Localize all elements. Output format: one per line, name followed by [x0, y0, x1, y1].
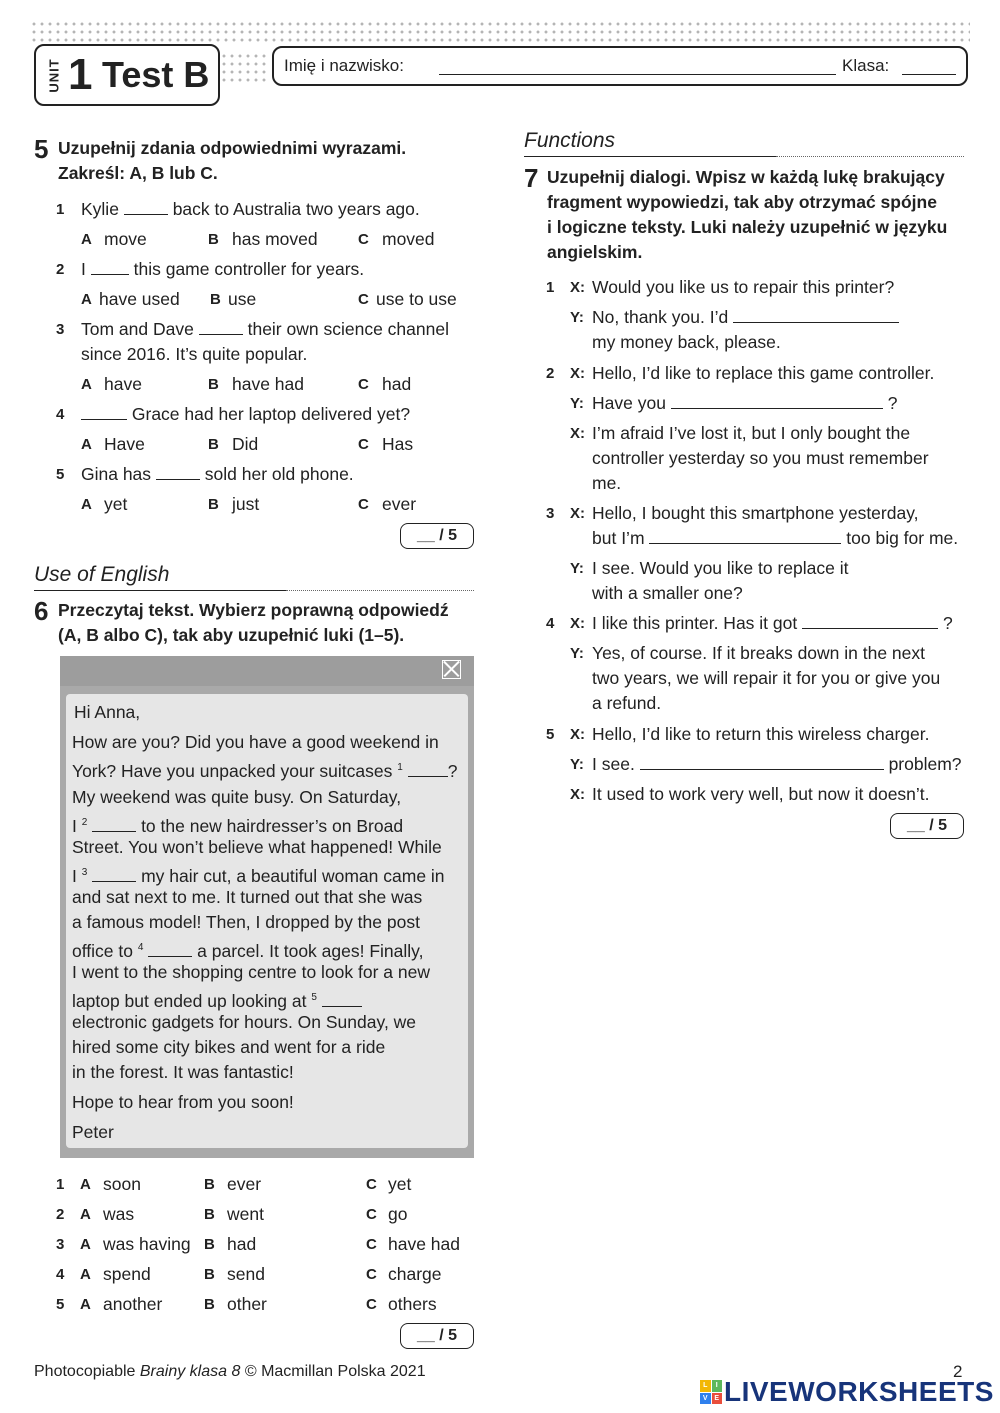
exercise-6-number: 6: [34, 596, 49, 626]
option-letter: A: [80, 1206, 91, 1223]
ex7-d2-x2-line: me.: [592, 473, 622, 493]
email-greeting: Hi Anna,: [74, 702, 141, 722]
option-letter: B: [204, 1296, 215, 1313]
ex7-d4-x-line: I like this printer. Has it got ?: [592, 613, 953, 633]
ex7-d4-gap[interactable]: [802, 614, 938, 629]
ex6-option-number: 4: [56, 1266, 65, 1283]
ex7-d1-y-line: No, thank you. I’d: [592, 305, 899, 330]
class-label: Klasa:: [842, 56, 890, 75]
ex6-3-option-c[interactable]: have had: [388, 1234, 461, 1254]
ex7-d2-x-line: Hello, I’d like to replace this game controller.: [592, 363, 935, 383]
ex5-item-5-gap[interactable]: [156, 465, 200, 480]
speaker-y: Y:: [570, 560, 584, 577]
speaker-y: Y:: [570, 395, 584, 412]
email-line: a famous model! Then, I dropped by the post: [72, 912, 420, 932]
option-letter: C: [358, 436, 369, 453]
email-line: Street. You won’t believe what happened! While: [72, 837, 442, 857]
ex5-item-4-text: Grace had her laptop delivered yet?: [81, 402, 410, 427]
test-title: Test B: [102, 54, 210, 95]
ex5-item-1-gap[interactable]: [124, 200, 168, 215]
top-dot-pattern: [30, 20, 970, 42]
ex5-item-2-text: I this game controller for years.: [81, 259, 365, 279]
ex5-item-4-gap[interactable]: [81, 405, 127, 420]
ex7-d4-y-line: a refund.: [592, 693, 662, 713]
option-letter: A: [81, 496, 92, 513]
ex7-d5-x-line: Hello, I’d like to return this wireless charger.: [592, 724, 930, 744]
ex7-d3-x-line2: but I’m too big for me.: [592, 528, 959, 548]
ex5-item-number: 5: [56, 466, 65, 483]
email-line: electronic gadgets for hours. On Sunday, we: [72, 1012, 417, 1032]
ex5-item-2-gap[interactable]: [91, 260, 129, 275]
option-letter: C: [358, 376, 369, 393]
ex6-option-number: 3: [56, 1236, 65, 1253]
option-letter: A: [81, 376, 92, 393]
option-letter: A: [80, 1236, 91, 1253]
email-title-bar: [60, 656, 474, 686]
ex7-d5-x2-line: It used to work very well, but now it doesn’t.: [592, 784, 930, 804]
ex6-3-option-b[interactable]: had: [227, 1234, 257, 1254]
liveworksheets-logo: L I V E LIVEWORKSHEETS: [700, 1378, 994, 1406]
ex5-score-box: __ / 5: [400, 523, 474, 549]
option-letter: B: [204, 1266, 215, 1283]
functions-heading: Functions: [524, 129, 616, 152]
ex7-score-box: __ / 5: [890, 813, 964, 839]
ex7-d3-x-line: Hello, I bought this smartphone yesterday,: [592, 503, 919, 523]
exercise-6-instruction: Przeczytaj tekst. Wybierz poprawną odpowiedź (A, B albo C), tak aby uzupełnić luki (1–5).: [58, 600, 449, 645]
option-letter: C: [358, 291, 369, 308]
ex6-4-option-c[interactable]: charge: [388, 1264, 442, 1284]
option-letter: C: [366, 1176, 377, 1193]
ex5-item-1-option-c[interactable]: moved: [382, 229, 435, 249]
email-signature: Peter: [72, 1122, 114, 1142]
ex6-score-box: __ / 5: [400, 1323, 474, 1349]
close-icon: [442, 660, 461, 679]
section-dotted-line: [776, 156, 964, 157]
use-of-english-heading: Use of English: [34, 563, 170, 586]
option-letter: A: [80, 1176, 91, 1193]
email-line: My weekend was quite busy. On Saturday,: [72, 787, 402, 807]
exercise-7-number: 7: [524, 163, 539, 193]
unit-badge: [34, 44, 220, 106]
email-line: I $^3$ my hair cut, a beautiful woman came in: [72, 865, 445, 886]
option-letter: C: [366, 1206, 377, 1223]
option-letter: A: [80, 1266, 91, 1283]
email-line: office to $^4$ a parcel. It took ages! Finally,: [72, 940, 424, 961]
speaker-x: X:: [570, 505, 585, 522]
email-line: How are you? Did you have a good weekend in: [72, 732, 439, 752]
ex7-dialogue-number: 2: [546, 365, 555, 382]
name-field[interactable]: [439, 74, 836, 75]
email-line: and sat next to me. It turned out that she was: [72, 887, 423, 907]
section-dotted-line: [286, 590, 474, 591]
ex7-d5-gap[interactable]: [640, 755, 884, 770]
email-gap-1[interactable]: [408, 762, 448, 777]
class-field[interactable]: [902, 74, 956, 75]
ex5-item-3-text-line2: since 2016. It’s quite popular.: [81, 344, 308, 364]
email-line: laptop but ended up looking at $^5$: [72, 985, 362, 1014]
option-letter: B: [210, 291, 221, 308]
speaker-x: X:: [570, 365, 585, 382]
ex5-item-3-option-b[interactable]: have had: [232, 374, 305, 394]
ex5-item-4-option-c[interactable]: Has: [382, 434, 414, 454]
ex7-dialogue-number: 1: [546, 279, 555, 296]
speaker-x: X:: [570, 615, 585, 632]
ex6-2-option-a[interactable]: was: [103, 1204, 135, 1224]
ex7-d1-x-line: Would you like us to repair this printer?: [592, 277, 895, 297]
email-closing: Hope to hear from you soon!: [72, 1092, 294, 1112]
speaker-x: X:: [570, 279, 585, 296]
ex7-d2-x2-line: I’m afraid I’ve lost it, but I only bought the: [592, 423, 911, 443]
ex5-item-number: 1: [56, 201, 65, 218]
option-letter: A: [80, 1296, 91, 1313]
ex7-d2-x2-line: controller yesterday so you must remember: [592, 448, 929, 468]
email-window: [60, 656, 474, 1158]
ex7-d2-y-line: Have you ?: [592, 393, 898, 413]
unit-label: UNIT: [46, 57, 62, 93]
exercise-7-instruction: Uzupełnij dialogi. Wpisz w każdą lukę brakujący fragment wypowiedzi, tak aby otrzymać spójne i logiczne teksty. Luki należy uzupełnić w języku angielskim.: [547, 167, 948, 262]
ex6-5-option-b[interactable]: other: [227, 1294, 267, 1314]
ex6-option-number: 5: [56, 1296, 65, 1313]
email-gap-5[interactable]: [322, 992, 362, 1007]
ex6-3-option-a[interactable]: was having: [103, 1234, 191, 1254]
ex5-item-1-text: Kylie back to Australia two years ago.: [81, 199, 420, 219]
ex5-item-4-option-b[interactable]: Did: [232, 434, 259, 454]
ex6-1-option-a[interactable]: soon: [103, 1174, 141, 1194]
ex5-item-5-option-c[interactable]: ever: [382, 494, 417, 514]
ex6-2-option-b[interactable]: went: [227, 1204, 264, 1224]
option-letter: B: [204, 1236, 215, 1253]
ex5-item-1-option-a[interactable]: move: [104, 229, 147, 249]
email-line: York? Have you unpacked your suitcases $^1$ ?: [72, 760, 458, 781]
option-letter: A: [81, 291, 92, 308]
ex5-item-number: 2: [56, 261, 65, 278]
ex5-item-4-option-a[interactable]: Have: [104, 434, 145, 454]
ex7-d2-gap[interactable]: [671, 394, 883, 409]
section-underline: [34, 590, 286, 591]
ex5-item-number: 4: [56, 406, 65, 423]
ex6-1-option-b[interactable]: ever: [227, 1174, 262, 1194]
name-label: Imię i nazwisko:: [284, 56, 404, 75]
option-letter: C: [366, 1296, 377, 1313]
ex5-item-number: 3: [56, 321, 65, 338]
ex7-d1-gap[interactable]: [733, 308, 899, 323]
unit-number: 1: [68, 50, 93, 99]
ex5-item-5-text: Gina has sold her old phone.: [81, 464, 354, 484]
ex6-option-number: 2: [56, 1206, 65, 1223]
ex6-4-option-a[interactable]: spend: [103, 1264, 151, 1284]
ex7-d3-y-line: with a smaller one?: [592, 583, 743, 603]
ex6-2-option-c[interactable]: go: [388, 1204, 408, 1224]
ex7-dialogue-number: 3: [546, 505, 555, 522]
ex7-dialogue-number: 5: [546, 726, 555, 743]
speaker-y: Y:: [570, 756, 584, 773]
option-letter: B: [204, 1176, 215, 1193]
ex5-item-5-option-b[interactable]: just: [232, 494, 260, 514]
ex6-4-option-b[interactable]: send: [227, 1264, 265, 1284]
option-letter: B: [208, 496, 219, 513]
ex7-d3-y-line: I see. Would you like to replace it: [592, 558, 849, 578]
email-gap-4[interactable]: [148, 942, 192, 957]
speaker-y: Y:: [570, 645, 584, 662]
option-letter: C: [366, 1266, 377, 1283]
page-number: 2: [953, 1362, 963, 1381]
speaker-x: X:: [570, 726, 585, 743]
option-letter: B: [208, 376, 219, 393]
option-letter: C: [366, 1236, 377, 1253]
exercise-5-instruction: Uzupełnij zdania odpowiednimi wyrazami. Zakreśl: A, B lub C.: [58, 138, 407, 183]
ex5-item-2-option-b[interactable]: use: [228, 289, 257, 309]
speaker-y: Y:: [570, 309, 584, 326]
exercise-5-number: 5: [34, 134, 49, 164]
ex7-d5-y-line: I see. problem?: [592, 754, 962, 774]
option-letter: B: [208, 231, 219, 248]
ex5-item-3-option-a[interactable]: have: [104, 374, 142, 394]
option-letter: A: [81, 231, 92, 248]
ex5-item-1-option-b[interactable]: has moved: [232, 229, 318, 249]
copyright-footer: Photocopiable Brainy klasa 8 © Macmillan Polska 2021: [34, 1363, 426, 1380]
email-line: I went to the shopping centre to look for a new: [72, 962, 430, 982]
ex7-d4-y-line: two years, we will repair it for you or give you: [592, 668, 941, 688]
email-body: [66, 694, 468, 1148]
speaker-x: X:: [570, 786, 585, 803]
email-gap-3[interactable]: [92, 867, 136, 882]
ex5-item-3-text: Tom and Dave their own science channel: [81, 319, 449, 339]
email-line: in the forest. It was fantastic!: [72, 1062, 294, 1082]
email-line: hired some city bikes and went for a ride: [72, 1037, 386, 1057]
ex5-item-3-gap[interactable]: [199, 320, 243, 335]
option-letter: B: [208, 436, 219, 453]
ex6-1-option-c[interactable]: yet: [388, 1174, 412, 1194]
ex5-item-3-option-c[interactable]: had: [382, 374, 412, 394]
section-underline: [524, 156, 776, 157]
option-letter: B: [204, 1206, 215, 1223]
email-line: I $^2$ to the new hairdresser’s on Broad: [72, 815, 404, 836]
header-dot-pattern: [220, 52, 266, 82]
option-letter: C: [358, 496, 369, 513]
ex6-5-option-a[interactable]: another: [103, 1294, 163, 1314]
ex5-item-5-option-a[interactable]: yet: [104, 494, 128, 514]
option-letter: C: [358, 231, 369, 248]
liveworksheets-icon: L I V E: [700, 1380, 722, 1404]
ex7-d3-gap[interactable]: [649, 529, 841, 544]
ex5-item-2-option-a[interactable]: have used: [99, 289, 180, 309]
option-letter: A: [81, 436, 92, 453]
email-gap-2[interactable]: [92, 817, 136, 832]
student-info-box: [272, 46, 968, 86]
ex5-item-2-option-c[interactable]: use to use: [376, 289, 457, 309]
speaker-x: X:: [570, 425, 585, 442]
ex7-d1-y-line2: my money back, please.: [592, 332, 781, 352]
ex6-5-option-c[interactable]: others: [388, 1294, 437, 1314]
ex6-option-number: 1: [56, 1176, 65, 1193]
ex7-dialogue-number: 4: [546, 615, 555, 632]
ex7-d4-y-line: Yes, of course. If it breaks down in the next: [592, 643, 926, 663]
